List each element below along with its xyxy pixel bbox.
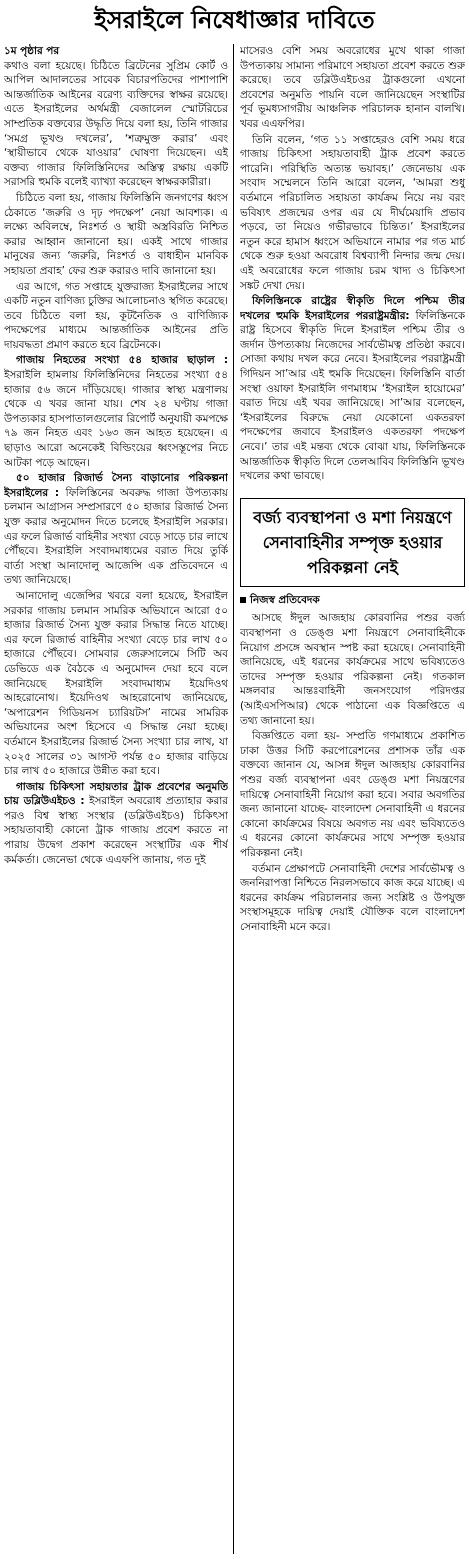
paragraph-text: ইসরাইলি হামলায় ফিলিস্তিনিদের নিহতের সংখ্যা ৫৪ হাজার ৫৬ জনে দাঁড়িয়েছে। গাজার স্বাস্থ্য মন্ত্রণালয় থেকে এ খবর জানা যায়। শেষ ২৪ ঘণ্টায় গাজা উপত্যকার হাসপাতালগুলোর রিপোর্ট অনুযায়ী কমপক্ষে ৭৯ জন নিহত এবং ১৬৩ জন আহত হয়েছেন। এ ছাড়াও আরো অনেকেই বিল্ডিংয়ের ধ্বংসস্তূপের নিচে আটকা পড়ে আছেন। [4, 369, 228, 469]
second-article-headline-box [240, 498, 465, 587]
paragraph [4, 353, 228, 470]
subheading: ৫০ হাজার রিজার্ভ সৈন্য বাড়ানোর পরিকল্পনা ইসরাইলের : [4, 472, 228, 499]
headline: ইসরাইলে নিষেধাজ্ঞার দাবিতে [94, 6, 375, 34]
paragraph: বর্তমান প্রেক্ষাপটে সেনাবাহিনী দেশের সার্বভৌমত্ব ও জননিরাপত্তা নিশ্চিতে নিরলসভাবে কাজ করে যাচ্ছে। এ ধরনের কার্যক্রম পরিচালনার জন্য সংশ্লিষ্ট ও উপযুক্ত সংস্থাসমূহকে দায়িত্ব দেয়াই যৌক্তিক বলে বাংলাদেশ সেনাবাহিনী মনে করে। [240, 862, 465, 933]
subheading: গাজায় নিহতের সংখ্যা ৫৪ হাজার ছাড়াল : [16, 354, 228, 367]
paragraph: চিঠিতে বলা হয়, গাজায় ফিলিস্তিনি জনগণের ধ্বংস ঠেকাতে ‘জরুরি ও দৃঢ় পদক্ষেপ’ নেয়া আবশ্যক। এ লক্ষ্যে অবিলম্বে, নিঃশর্ত ও স্থায়ী অস্ত্রবিরতি নিশ্চিত করার আহ্বান জানানো হয়। একই সাথে গাজার মানুষের জন্য ‘জরুরি, নিঃশর্ত ও বাধাহীন মানবিক সহায়তা প্রবাহ’ ফের শুরু করারও দাবি জানানো হয়। [4, 191, 228, 277]
subheading: গাজায় চিকিৎসা সহায়তার ট্রাক প্রবেশের অনুমতি চায় ডব্লিউএইচও : [4, 780, 228, 808]
paragraph [4, 780, 228, 868]
column-divider [233, 44, 234, 1554]
paragraph: এর আগে, গত সপ্তাহে যুক্তরাজ্য ইসরাইলের সাথে একটি নতুন বাণিজ্য চুক্তির আলোচনাও স্থগিত করেছে। তবে চিঠিতে বলা হয়, কূটনৈতিক ও বাণিজ্যিক পদক্ষেপের মাধ্যমে আন্তর্জাতিক আইনের প্রতি দায়বদ্ধতা প্রমাণ করতে হবে ব্রিটেনকে। [4, 280, 228, 351]
paragraph: তিনি বলেন, ‘গত ১১ সপ্তাহেরও বেশি সময় ধরে গাজায় চিকিৎসা সহায়তাবাহী ট্রাক প্রবেশ করতে পারেনি। পরিস্থিতি অত্যন্ত ভয়াবহ।’ জেনেভায় এক সংবাদ সম্মেলনে তিনি আরো বলেন, ‘আমরা শুধু বর্তমানে পরিচালিত সহায়তা কার্যক্রম নিয়ে নয় বরং ভবিষ্যৎ প্রজন্মের ওপর এর যে দীর্ঘমেয়াদি প্রভাব পড়বে, তা নিয়েও গভীরভাবে চিন্তিত।’ ইসরাইলের নতুন করে হামাস ধ্বংসে অভিযানে নামার পর গত মার্চ থেকে শুরু হওয়া অবরোধ বিশ্বব্যাপী নিন্দার জন্ম দেয়। এই অবরোধের ফলে গাজায় চরম খাদ্য ও চিকিৎসা সঙ্কট দেখা দেয়। [240, 133, 465, 292]
paragraph: বিজ্ঞপ্তিতে বলা হয়- সম্প্রতি গণমাধ্যমে প্রকাশিত ঢাকা উত্তর সিটি করপোরেশনের প্রশাসক তাঁর এক বক্তব্যে জানান যে, আসন্ন ঈদুল আজহায় কোরবানির পশুর বর্জ্য ব্যবস্থাপনা এবং ডেঙ্গু মশা নিয়ন্ত্রণের দায়িত্বে সেনাবাহিনী নিয়োগ করা হবে। সবার অবগতির জন্য জানানো যাচ্ছে- বাংলাদেশ সেনাবাহিনী এ ধরনের কোনো কার্যক্রমের বিষয়ে অবগত নয় এবং ভবিষ্যতেও এ ধরনের কোনো কার্যক্রমের সাথে সম্পৃক্ত হওয়ার পরিকল্পনা নেই। [240, 730, 465, 859]
bullet-icon [240, 597, 246, 603]
paragraph [4, 44, 228, 190]
paragraph [240, 294, 465, 484]
paragraph: আনাদোলু এজেন্সির খবরে বলা হয়েছে, ইসরাইল সরকার গাজায় চলমান সামরিক অভিযানে আরো ৫০ হাজার রিজার্ভ সৈন্য যুক্ত করার সিদ্ধান্ত নিতে যাচ্ছে। এর ফলে রিজার্ভ বাহিনীর সংখ্যা বেড়ে চার লাখ ৫০ হাজারে পৌঁছবে। সোমবার জেরুসালেমে সিটি অব ডেভিডে এক বৈঠকে এ অনুমোদন দেয়া হবে বলে জানিয়েছে ইসরাইলি সংবাদমাধ্যম ইয়েদিওথ আহরোনোথ। ইয়েদিওথ আহরোনোথ জানিয়েছে, ‘অপারেশন গিডিয়নস চ্যারিয়টস’ নামের সামরিক অভিযানের অংশ হিসেবে এ সিদ্ধান্ত নেয়া হচ্ছে। বর্তমানে ইসরাইলের রিজার্ভ সৈন্য সংখ্যা চার লাখ, যা ২০২৫ সালের ৩১ আগস্ট পর্যন্ত ৫০ হাজার বাড়িয়ে চার লাখ ৫০ হাজারে উন্নীত করা হবে। [4, 589, 228, 778]
article-column-left [4, 44, 228, 1556]
paragraph: আসছে ঈদুল আজহায় কোরবানির পশুর বর্জ্য ব্যবস্থাপনা ও ডেঙ্গু মশা নিয়ন্ত্রণে সেনাবাহিনীকে নিয়োগ প্রসঙ্গে অবস্থান স্পষ্ট করা হয়েছে। সেনাবাহিনী জানিয়েছে, এই ধরনের কার্যক্রমের সাথে ভবিষ্যতেও তাদের সম্পৃক্ত হওয়ার পরিকল্পনা নেই। গতকাল মঙ্গলবার আন্তঃবাহিনী জনসংযোগ পরিদপ্তর (আইএসপিআর) থেকে পাঠানো এক বিজ্ঞপ্তিতে এ তথ্য জানানো হয়। [240, 612, 465, 727]
paragraph-text: কথাও বলা হয়েছে। চিঠিতে ব্রিটেনের সুপ্রিম কোর্ট ও আপিল আদালতের সাবেক বিচারপতিদের পাশাপাশি আন্তর্জাতিক আইনের বরেণ্য ব্যক্তিদের স্বাক্ষর রয়েছে। এতে ইসরাইলের অর্থমন্ত্রী বেজালেল স্মোটরিচের সাম্প্রতিক বক্তব্যের উদ্ধৃতি দিয়ে বলা হয়, তিনি গাজার ‘সমগ্র ভূখণ্ড দখলের’, ‘শত্রুমুক্ত করার’ এবং ‘স্থায়ীভাবে থেকে যাওয়ার’ ঘোষণা দিয়েছেন। এই বক্তব্য গাজার ফিলিস্তিনিদের অস্তিত্ব রক্ষায় একটি সরাসরি হুমকি বলেই ব্যাখ্যা করেছেন স্বাক্ষরকারীরা। [4, 59, 228, 189]
paragraph [4, 471, 228, 588]
paragraph-text: ইসরাইল অবরোধ প্রত্যাহার করার পরও বিশ্ব স্বাস্থ্য সংস্থার (ডব্লিউএইচও) চিকিৎসা সহায়তাবাহী কোনো ট্রাক গাজায় প্রবেশ করতে না পারায় উদ্বেগ প্রকাশ করেছেন সংস্থাটির এক শীর্ষ কর্মকর্তা। জেনেভা থেকে এএফপি জানায়, গত দুই [4, 795, 228, 866]
continued-from-label: ১ম পৃষ্ঠার পর [4, 45, 60, 57]
second-article-headline: বর্জ্য ব্যবস্থাপনা ও মশা নিয়ন্ত্রণে সেনাবাহিনীর সম্পৃক্ত হওয়ার পরিকল্পনা নেই [253, 507, 452, 577]
paragraph-text: ফিলিস্তিনের অবরুদ্ধ গাজা উপত্যকায় চলমান আগ্রাসন সম্প্রসারণে ৫০ হাজার রিজার্ভ সৈন্য যুক্ত করার অনুমোদন দিতে চলেছে ইসরাইলি সরকার। এর ফলে রিজার্ভ বাহিনীর সংখ্যা বেড়ে সাড়ে চার লাখে পৌঁছবে। ইসরাইলি সংবাদমাধ্যমের বরাত দিয়ে তুর্কি বার্তা সংস্থা আনাদোলু আজেন্সি এক প্রতিবেদনে এ তথ্য জানিয়েছে। [4, 486, 228, 587]
subheading: ফিলিস্তিনকে রাষ্ট্রের স্বীকৃতি দিলে পশ্চিম তীর দখলের হুমকি ইসরাইলের পররাষ্ট্রমন্ত্রীর: [240, 295, 465, 322]
article-column-right [240, 44, 465, 1556]
paragraph-text: ফিলিস্তিনকে রাষ্ট্র হিসেবে স্বীকৃতি দিলে ইসরাইল পশ্চিম তীর ও জর্দান উপত্যকায় নিজেদের সার্বভৌমত্ব প্রতিষ্ঠা করবে। সোজা কথায় দখল করে নেবে। ইসরাইলের পররাষ্ট্রমন্ত্রী গিদিয়ন সা’আর এই হুমকি দিয়েছেন। ফিলিস্তিনি বার্তা সংস্থা ওয়াফা ইসরাইলি গণমাধ্যম ‘ইসরাইল হায়োমের’ বরাত দিয়ে এই খবর জানিয়েছে। সা’আর বলেছেন, ‘ইসরাইলের বিরুদ্ধে নেয়া যেকোনো একতরফা পদক্ষেপের জবাবে ইসরাইলও একতরফা পদক্ষেপ নেবে।’ তার এই মন্তব্য থেকে বোঝা যায়, ফিলিস্তিনকে আন্তর্জাতিক স্বীকৃতি দিলে তেলআবিব ফিলিস্তিনি ভূখণ্ড দখলের কথা ভাবছে। [240, 309, 465, 483]
paragraph: মাসেরও বেশি সময় অবরোধের মুখে থাকা গাজা উপত্যকায় সামান্য পরিমাণে সহায়তা প্রবেশ করতে শুরু করেছে। তবে ডব্লিউএইচওর ট্রাকগুলো এখনো প্রবেশের অনুমতি পায়নি বলে জানিয়েছেন সংস্থাটির পূর্ব ভূমধ্যসাগরীয় আঞ্চলিক পরিচালক হানান বালখি। খবর এএফপির। [240, 45, 465, 130]
reporter-name: নিজস্ব প্রতিবেদক [250, 593, 320, 606]
reporter-byline [240, 593, 465, 608]
